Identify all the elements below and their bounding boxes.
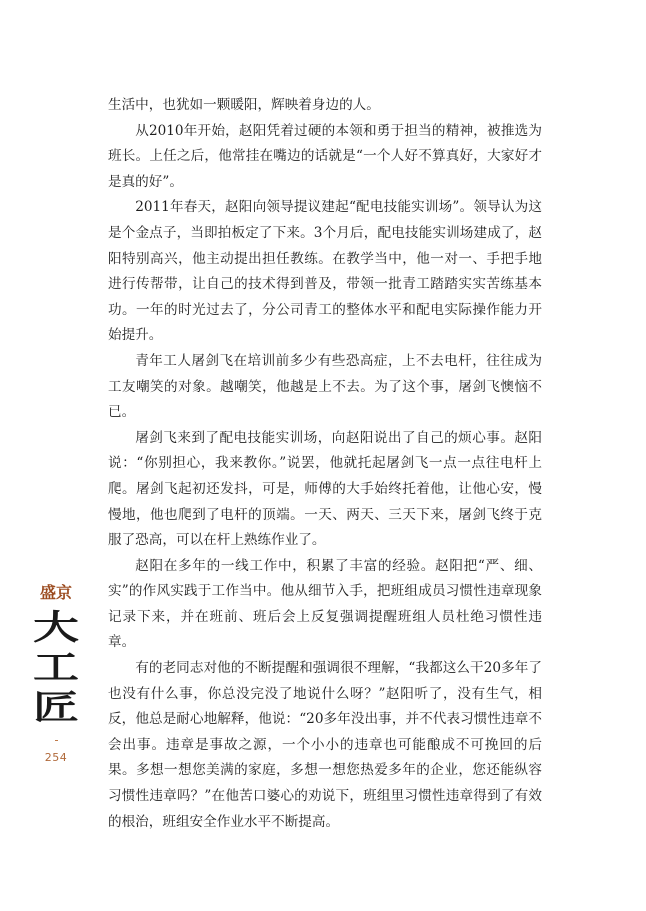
body-text: [108, 93, 542, 835]
paragraph: 青年工人屠剑飞在培训前多少有些恐高症，上不去电杆，往往成为工友嘲笑的对象。越嘲笑，他越是上不去。为了这个事，屠剑飞懊恼不已。: [108, 352, 542, 421]
brand-subtitle: 盛京: [39, 583, 72, 602]
paragraph-continuation: 生活中，也犹如一颗暖阳，辉映着身边的人。: [108, 97, 380, 113]
page-number-divider: [55, 740, 58, 741]
paragraph: 从2010年开始，赵阳凭着过硬的本领和勇于担当的精神，被推选为班长。上任之后，他常挂在嘴边的话就是“一个人好不算真好，大家好才是真的好”。: [108, 122, 542, 190]
paragraph: 2011年春天，赵阳向领导提议建起“配电技能实训场”。领导认为这是个金点子，当即拍板定了下来。3个月后，配电技能实训场建成了，赵阳特别高兴，他主动提出担任教练。在教学当中，他一对一、手把手地进行传帮带，让自己的技术得到普及，带领一批青工踏踏实实苦练基本功。一年的时光过去了，分公司青工的整体水平和配电实际操作能力开始提升。: [108, 199, 542, 344]
paragraph: 有的老同志对他的不断提醒和强调很不理解，“我都这么干20多年了也没有什么事，你总没完没了地说什么呀？”赵阳听了，没有生气，相反，他总是耐心地解释，他说：“20多年没出事，并不代表习惯性违章不会出事。违章是事故之源，一个小小的违章也可能酿成不可挽回的后果。多想一想您美满的家庭，多想一想您热爱多年的企业，您还能纵容习惯性违章吗？”在他苦口婆心的劝说下，班组里习惯性违章得到了有效的根治，班组安全作业水平不断提高。: [108, 660, 542, 830]
brand-title: 大工匠: [33, 608, 79, 728]
page-number: 254: [44, 751, 68, 764]
side-brand: [28, 583, 84, 764]
paragraph: 赵阳在多年的一线工作中，积累了丰富的经验。赵阳把“严、细、实”的作风实践于工作当中。他从细节入手，把班组成员习惯性违章现象记录下来，并在班前、班后会上反复强调提醒班组人员杜绝习惯性违章。: [108, 557, 542, 651]
paragraph: 屠剑飞来到了配电技能实训场，向赵阳说出了自己的烦心事。赵阳说：“你别担心，我来教你。”说罢，他就托起屠剑飞一点一点往电杆上爬。屠剑飞起初还发抖，可是，师傅的大手始终托着他，让他心安，慢慢地，他也爬到了电杆的顶端。一天、两天、三天下来，屠剑飞终于克服了恐高，可以在杆上熟练作业了。: [108, 429, 542, 549]
